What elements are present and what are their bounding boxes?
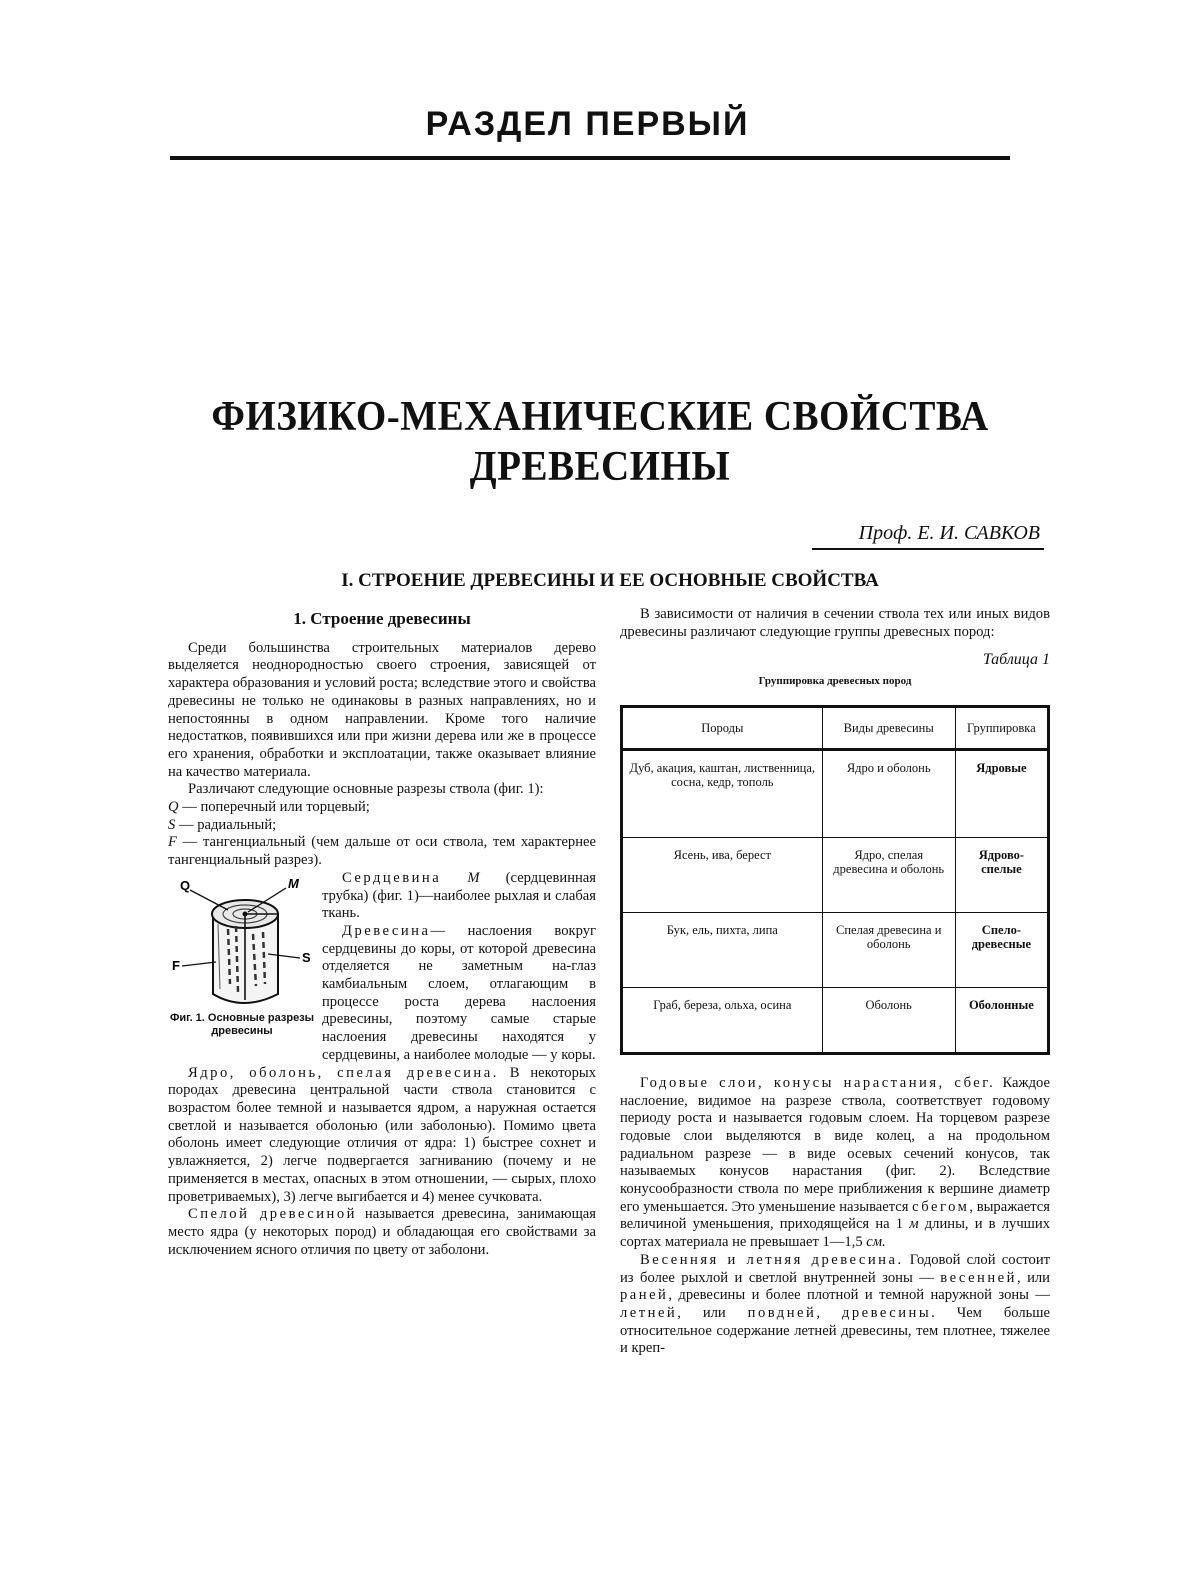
definition-s	[168, 817, 596, 835]
trunk-sections-illustration	[168, 874, 316, 1010]
table-row	[622, 912, 1049, 987]
label-q: Q	[180, 877, 191, 893]
table-cell-wood-types: Оболонь	[822, 987, 955, 1053]
term-late: повдней	[747, 1304, 817, 1321]
definition-text: — поперечный или торцевый;	[178, 799, 370, 816]
table-cell-wood-types: Ядро, спелая древесина и оболонь	[822, 837, 955, 912]
definition-text: — тангенциальный (чем дальше от оси ствола, тем характернее тангенциальный разрез).	[168, 834, 596, 869]
right-column	[620, 606, 1050, 1358]
term-spring-summer: Весенняя и летняя древесина.	[640, 1251, 904, 1268]
paragraph-intro: Среди большинства строительных материалов дерево выделяется неоднородностью своего строения, зависящей от характера образования и условий роста; вследствие этого и свойства древесины не только не одинаковы в разных направлениях, но и непостоянны в одном направлении. Кроме того наличие недостатков, появившихся или при жизни дерева или же в процессе его хранения, обработки и эксплоатации, также оказывает влияние на качество материала.	[168, 639, 596, 780]
paragraph-heartwood	[168, 1065, 596, 1207]
core-symbol: M	[467, 869, 480, 886]
term-heartwood: Ядро, оболонь, спелая древесина.	[188, 1064, 499, 1081]
label-s: S	[302, 949, 311, 965]
table-row	[622, 987, 1049, 1053]
table-cell-wood-types: Спелая древесина и оболонь	[822, 912, 955, 987]
table-header-row	[622, 706, 1049, 749]
table-number: Таблица 1	[982, 651, 1050, 669]
grouping-table	[620, 705, 1050, 1055]
term-summer: летней	[620, 1304, 678, 1321]
table-cell-grouping: Ядрово-спелые	[955, 837, 1048, 912]
season-text-5: ,	[816, 1304, 842, 1321]
definition-f	[168, 834, 596, 869]
figure-area	[168, 870, 596, 1065]
season-text: Годовой слой состоит из более рыхлой и светлой внутренней зоны —	[620, 1251, 1051, 1286]
label-f: F	[172, 957, 180, 973]
ripewood-text: называется древесина, занимающая место ядра (у некоторых пород) и обладающая его свойствами за исключением ясного отличия по цвету от заболони.	[168, 1206, 596, 1258]
article-title	[191, 392, 1009, 492]
paragraph-sections: Различают следующие основные разрезы ствола (фиг. 1):	[188, 781, 544, 798]
annual-rings-text-2: , выражается величиной уменьшения, приходящейся на 1	[620, 1198, 1050, 1233]
subsection-heading: 1. Строение древесины	[293, 609, 471, 628]
table-row	[622, 837, 1049, 912]
paragraph-ripewood	[168, 1206, 596, 1259]
term-annual-rings: Годовые слои, конусы нарастания, сбег.	[640, 1074, 996, 1091]
core-text: (сердцевинная трубка) (фиг. 1)—наиболее рыхлая и слабая ткань.	[322, 869, 596, 922]
season-text-6: . Чем больше относительное содержание летней древесины, тем плотнее, тяжелее и креп-	[620, 1304, 1051, 1357]
table-caption: Группировка древесных пород	[758, 675, 912, 688]
label-m: M	[288, 875, 299, 891]
header-wood-types: Виды древесины	[822, 706, 955, 749]
season-text-2: , или	[1016, 1269, 1050, 1286]
section-rule	[170, 156, 1010, 160]
definition-symbol: S	[168, 816, 176, 833]
term-ripewood: Спелой древесиной	[188, 1206, 357, 1223]
wood-text: — наслоения вокруг сердцевины до коры, от которой древесина отделяется не заметным на-глаз камбиальным слоем, отлагающим в процессе роста дерева наслоения древесины, поэтому самые старые наслоения древесины находятся у сердцевины, а наиболее молодые — у коры.	[322, 922, 596, 1063]
header-grouping: Группировка	[955, 706, 1048, 749]
section-heading: РАЗДЕЛ ПЕРВЫЙ	[425, 105, 750, 143]
table-cell-wood-types: Ядро и оболонь	[822, 749, 955, 837]
figure-1	[168, 874, 316, 1060]
definition-q	[168, 799, 596, 817]
table-cell-species: Дуб, акация, каштан, лиственница, сосна, кедр, тополь	[622, 749, 823, 837]
heartwood-text: В некоторых породах древесина центральной части ствола становится с возрастом более темной и называется ядром, а наружная остается светлой и называется оболонью (или заболонью). Помимо цвета оболонь имеет следующие отличия от ядра: 1) быстрее сохнет и увлажняется, 2) легче подвергается загниванию (почему и не применяется в местах, опасных в этом отношении, — сырых, плохо проветриваемых), 3) легче выгибается и 4) менее сучковата.	[168, 1064, 596, 1205]
term-spring: весенней	[940, 1269, 1017, 1286]
table-cell-grouping: Ядровые	[955, 749, 1048, 837]
definition-symbol: F	[168, 834, 177, 851]
title-line-1: ФИЗИКО-МЕХАНИЧЕСКИЕ СВОЙСТВА	[211, 394, 989, 440]
title-line-2: ДРЕВЕСИНЫ	[469, 444, 731, 490]
paragraph-groups-intro: В зависимости от наличия в сечении ствола тех или иных видов древесины различают следующие группы древесных пород:	[620, 606, 1050, 640]
table-cell-species: Бук, ель, пихта, липа	[622, 912, 823, 987]
chapter-heading: I. СТРОЕНИЕ ДРЕВЕСИНЫ И ЕЕ ОСНОВНЫЕ СВОЙСТВА	[341, 570, 879, 591]
table-row	[622, 749, 1049, 837]
term-wood-2: древесины	[841, 1304, 932, 1321]
paragraph-annual-rings	[620, 1075, 1050, 1252]
table-cell-species: Граб, береза, ольха, осина	[622, 987, 823, 1053]
definition-symbol: Q	[168, 799, 179, 816]
header-species: Породы	[622, 706, 823, 749]
annual-rings-text-3: длины, и в лучших сортах материала не превышает 1—1,5	[620, 1216, 1051, 1251]
unit-cm: см.	[866, 1234, 886, 1251]
season-text-4: , или	[677, 1304, 748, 1321]
definition-text: — радиальный;	[175, 816, 277, 833]
left-column	[168, 606, 596, 1259]
table-cell-grouping: Спело-древесные	[955, 912, 1048, 987]
term-core: Сердцевина	[342, 869, 442, 886]
figure-caption: Фиг. 1. Основные разрезы древесины	[169, 1011, 315, 1037]
unit-meter: м	[909, 1216, 919, 1233]
author-underline	[812, 548, 1044, 550]
table-cell-species: Ясень, ива, берест	[622, 837, 823, 912]
paragraph-spring-summer	[620, 1252, 1050, 1358]
annual-rings-text: Каждое наслоение, видимое на разрезе ствола, соответствует годовому периоду роста и называется годовым слоем. На торцевом разрезе годовые слои выделяются в виде колец, а на продольном радиальном разрезе — в виде осевых сечений конусов, так называемых конусов нарастания (фиг. 2). Вследствие конусообразности ствола по мере приближения к вершине диаметр его уменьшается. Это уменьшение называется	[620, 1074, 1050, 1215]
season-text-3: , древесины и более плотной и темной наружной зоны —	[668, 1287, 1050, 1304]
term-taper: сбегом	[912, 1198, 970, 1215]
author: Проф. Е. И. САВКОВ	[858, 522, 1040, 544]
term-wood: Древесина	[342, 922, 431, 939]
term-early: раней	[620, 1287, 669, 1304]
table-cell-grouping: Оболонные	[955, 987, 1048, 1053]
